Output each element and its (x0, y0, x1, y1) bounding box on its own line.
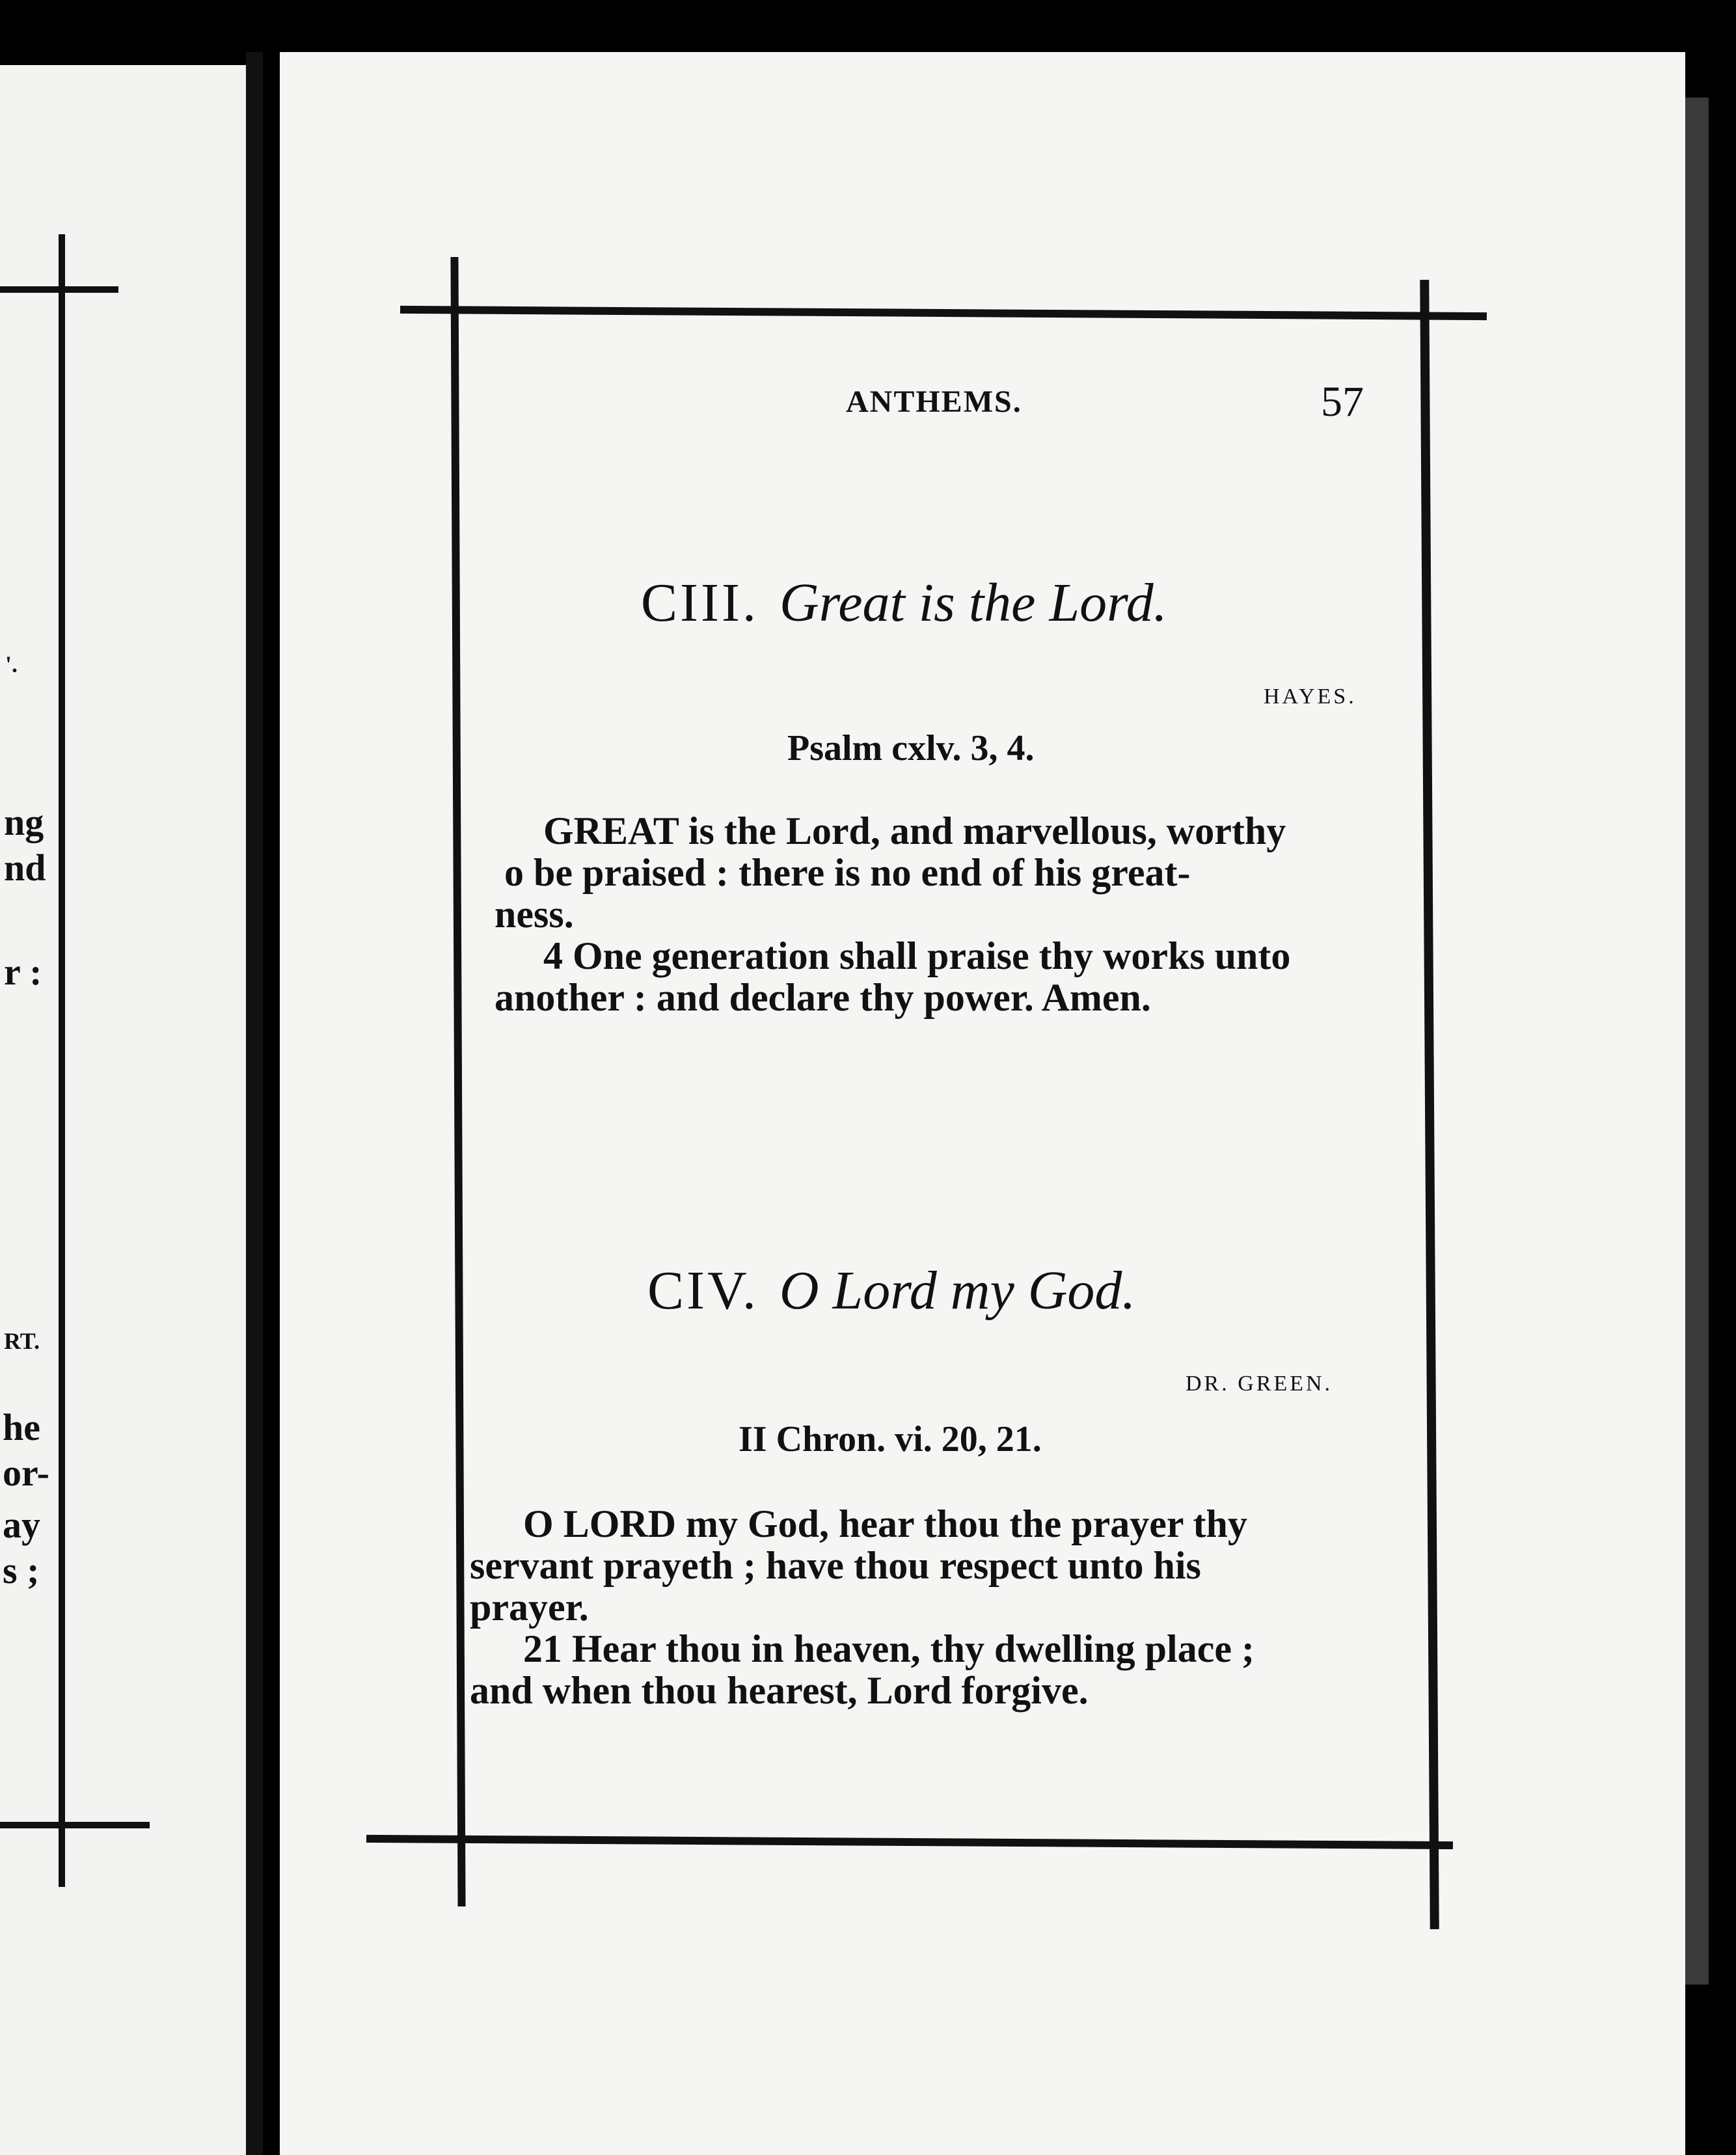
left-page-fragment: or- (3, 1452, 49, 1494)
left-page-bottom-rule (0, 1822, 150, 1828)
gutter-line (246, 52, 263, 2155)
anthem-1-line: o be praised : there is no end of his great- (504, 851, 1191, 894)
left-page-fragment: nd (4, 847, 46, 889)
anthem-1-reference: Psalm cxlv. 3, 4. (787, 728, 1035, 768)
anthem-1-line: another : and declare thy power. Amen. (495, 976, 1151, 1019)
anthem-1-heading (641, 571, 1167, 634)
left-page-fragment: ay (3, 1504, 40, 1546)
running-head: ANTHEMS. (846, 385, 1022, 419)
left-page-fragment: he (3, 1406, 40, 1448)
anthem-2-line: and when thou hearest, Lord forgive. (470, 1669, 1089, 1712)
anthem-2-heading (647, 1259, 1135, 1322)
anthem-2-line: O LORD my God, hear thou the prayer thy (523, 1502, 1247, 1545)
anthem-2-text (470, 1503, 1345, 1711)
anthem-2-title: O Lord my God. (779, 1260, 1136, 1321)
anthem-2-line: 21 Hear thou in heaven, thy dwelling place ; (523, 1627, 1255, 1670)
anthem-1-title: Great is the Lord. (779, 573, 1167, 633)
anthem-2-line: servant prayeth ; have thou respect unto his (470, 1544, 1201, 1587)
left-page-fragment: ng (4, 801, 44, 843)
left-page-fragment: '. (5, 651, 18, 677)
anthem-2-line: prayer. (470, 1586, 589, 1629)
anthem-1-composer: HAYES. (1264, 684, 1357, 709)
left-page (0, 65, 260, 2155)
left-page-fragment: RT. (4, 1328, 40, 1354)
left-page-fragment: r : (4, 951, 42, 993)
left-page-top-rule (0, 286, 118, 293)
page-number: 57 (1321, 378, 1364, 426)
anthem-2-number: CIV. (647, 1260, 759, 1321)
anthem-1-line: GREAT is the Lord, and marvellous, worthy (543, 809, 1286, 852)
left-page-fragment: s ; (3, 1549, 40, 1592)
anthem-1-line: ness. (495, 893, 574, 936)
page-edge (1685, 98, 1709, 1985)
anthem-2-composer: DR. GREEN. (1186, 1372, 1333, 1396)
left-page-vertical-rule (59, 234, 65, 1887)
anthem-2-reference: II Chron. vi. 20, 21. (739, 1419, 1042, 1459)
anthem-1-line: 4 One generation shall praise thy works unto (543, 934, 1291, 977)
anthem-1-text (495, 810, 1363, 1018)
anthem-1-number: CIII. (641, 573, 759, 633)
